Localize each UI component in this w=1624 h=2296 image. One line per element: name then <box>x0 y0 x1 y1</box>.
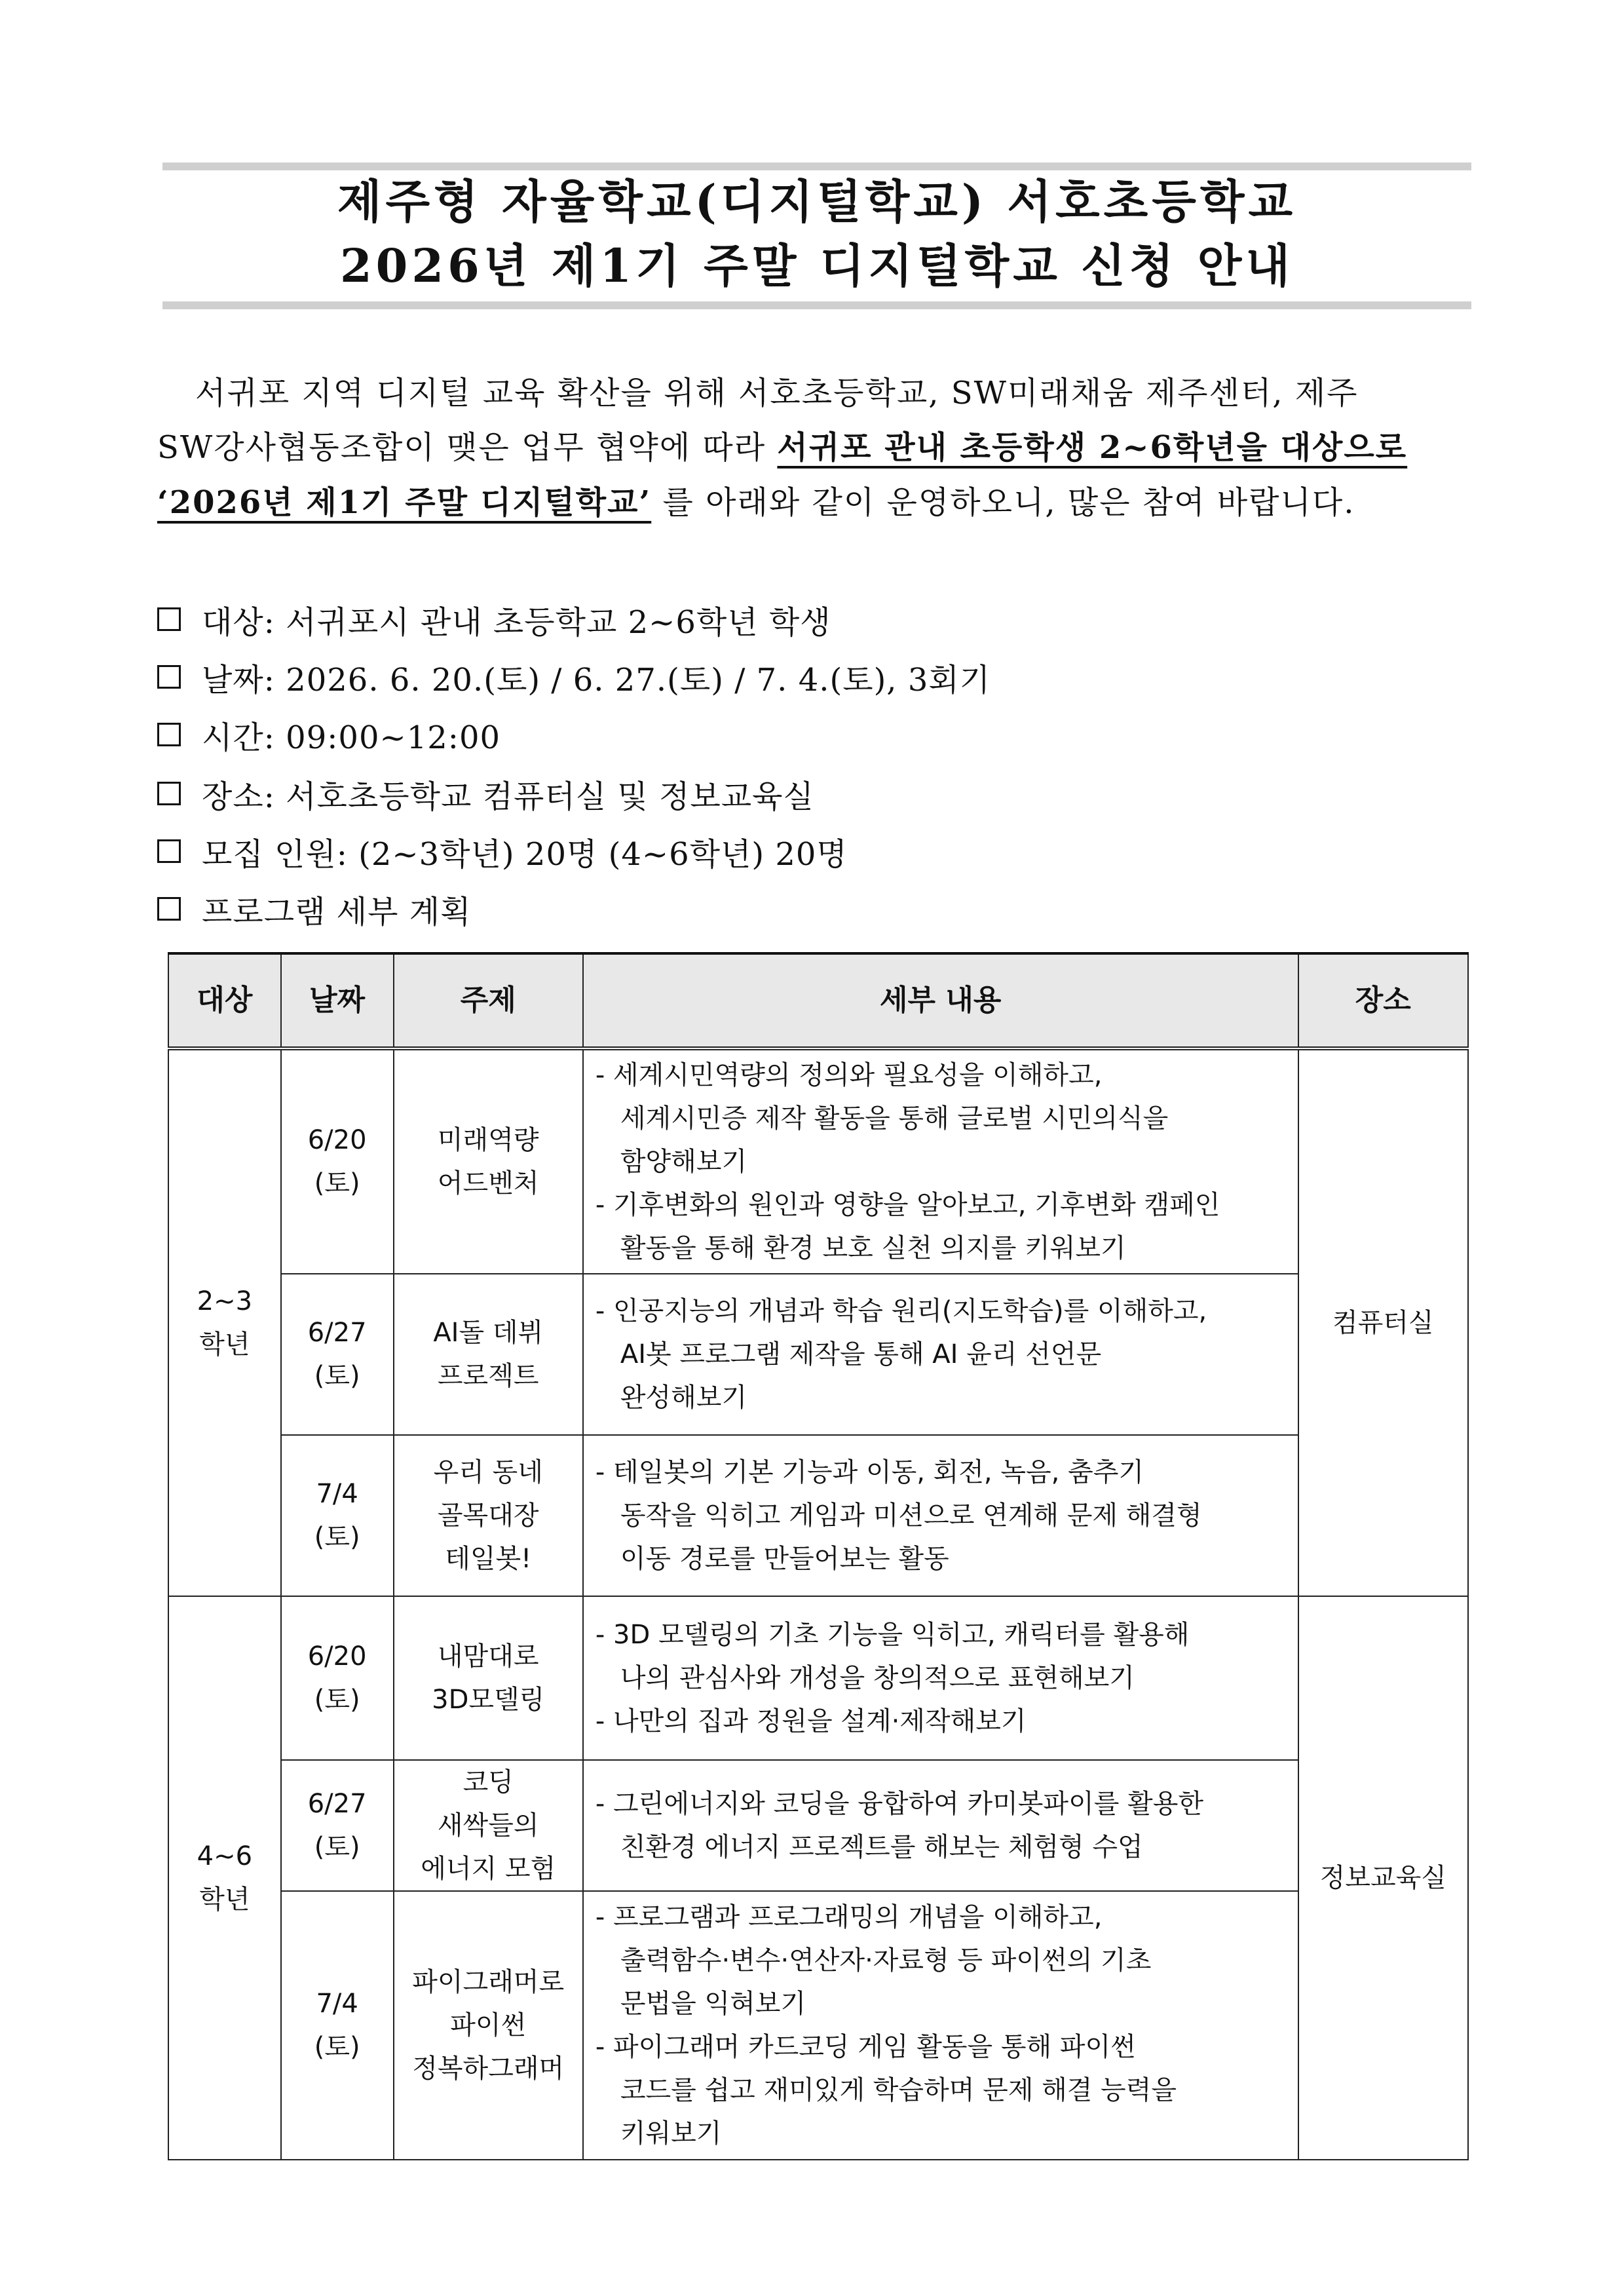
detail-text: 키워보기 <box>620 2118 722 2149</box>
table-row <box>168 1274 1468 1435</box>
table-row <box>168 1596 1468 1760</box>
date-cell <box>281 1274 394 1435</box>
header-place: 장소 <box>1298 953 1468 1048</box>
date-text: (토) <box>314 1685 360 1715</box>
intro-line-2-text: SW강사협동조합이 맺은 업무 협약에 따라 <box>157 429 778 466</box>
info-item-program <box>157 889 471 929</box>
detail-text: - 세계시민역량의 정의와 필요성을 이해하고, <box>595 1060 1103 1090</box>
info-item-capacity <box>157 831 848 871</box>
info-item-text: 장소: 서호초등학교 컴퓨터실 및 정보교육실 <box>202 778 814 815</box>
topic-cell <box>394 1048 583 1274</box>
info-item-text: 모집 인원: (2~3학년) 20명 (4~6학년) 20명 <box>202 835 848 873</box>
intro-highlight-target: 서귀포 관내 초등학생 2~6학년을 대상으로 <box>777 429 1408 466</box>
info-item-text: 날짜: 2026. 6. 20.(토) / 6. 27.(토) / 7. 4.(토), 3회기 <box>202 661 991 698</box>
topic-text: 우리 동네 <box>433 1457 543 1487</box>
date-text: (토) <box>314 1832 360 1862</box>
intro-line-3 <box>157 483 1355 522</box>
topic-text: 파이그래머로 <box>412 1967 565 1997</box>
program-table <box>168 952 1469 2160</box>
detail-text: 세계시민증 제작 활동을 통해 글로벌 시민의식을 <box>620 1103 1169 1134</box>
topic-text: 테일봇! <box>445 1544 532 1574</box>
date-text: 7/4 <box>316 1479 358 1509</box>
detail-text: - 3D 모델링의 기초 기능을 익히고, 캐릭터를 활용해 <box>595 1620 1190 1650</box>
date-text: 6/27 <box>307 1318 367 1348</box>
intro-line-1: 서귀포 지역 디지털 교육 확산을 위해 서호초등학교, SW미래채움 제주센터, 제주 <box>195 375 1359 411</box>
topic-text: 내맘대로 <box>437 1641 539 1672</box>
header-details: 세부 내용 <box>583 953 1298 1048</box>
detail-text: 코드를 쉽고 재미있게 학습하며 문제 해결 능력을 <box>620 2075 1177 2105</box>
intro-line-2 <box>157 428 1407 467</box>
topic-text: 프로젝트 <box>437 1361 539 1391</box>
detail-text: - 나만의 집과 정원을 설계·제작해보기 <box>595 1706 1027 1736</box>
topic-text: 골목대장 <box>437 1501 539 1531</box>
topic-text: AI돌 데뷔 <box>433 1318 544 1348</box>
topic-text: 코딩 <box>463 1767 514 1797</box>
date-cell <box>281 1760 394 1891</box>
date-cell <box>281 1435 394 1596</box>
topic-text: 파이썬 <box>450 2010 527 2040</box>
detail-text: 나의 관심사와 개성을 창의적으로 표현해보기 <box>620 1663 1135 1693</box>
checkbox-icon <box>157 607 181 631</box>
topic-text: 미래역량 <box>437 1125 539 1155</box>
topic-text: 에너지 모험 <box>421 1854 556 1884</box>
date-text: (토) <box>314 1168 360 1198</box>
intro-line-3-text: 를 아래와 같이 운영하오니, 많은 참여 바랍니다. <box>651 484 1355 521</box>
detail-text: - 파이그래머 카드코딩 게임 활동을 통해 파이썬 <box>595 2032 1136 2062</box>
detail-text: - 기후변화의 원인과 영향을 알아보고, 기후변화 캠페인 <box>595 1190 1220 1220</box>
place-cell: 컴퓨터실 <box>1298 1048 1468 1596</box>
detail-text: - 프로그램과 프로그래밍의 개념을 이해하고, <box>595 1902 1103 1932</box>
checkbox-icon <box>157 782 181 805</box>
header-target: 대상 <box>168 953 281 1048</box>
header-date: 날짜 <box>281 953 394 1048</box>
info-item-text: 시간: 09:00~12:00 <box>202 719 501 756</box>
detail-cell <box>583 1596 1298 1760</box>
intro-highlight-program: ‘2026년 제1기 주말 디지털학교’ <box>157 484 652 521</box>
topic-cell <box>394 1891 583 2160</box>
info-item-target <box>157 599 831 640</box>
target-cell <box>168 1048 281 1596</box>
date-cell <box>281 1048 394 1274</box>
detail-cell <box>583 1891 1298 2160</box>
topic-text: 3D모델링 <box>432 1685 545 1715</box>
date-cell <box>281 1891 394 2160</box>
detail-text: 이동 경로를 만들어보는 활동 <box>620 1544 949 1574</box>
detail-text: 함양해보기 <box>620 1147 747 1177</box>
topic-text: 어드벤처 <box>437 1168 539 1198</box>
table-header-row <box>168 953 1468 1048</box>
target-cell <box>168 1596 281 2160</box>
info-item-text: 대상: 서귀포시 관내 초등학교 2~6학년 학생 <box>202 603 831 641</box>
target-text: 학년 <box>199 1885 250 1915</box>
info-item-date <box>157 657 991 697</box>
checkbox-icon <box>157 897 181 921</box>
target-text: 2~3 <box>197 1286 253 1316</box>
detail-cell <box>583 1435 1298 1596</box>
target-text: 학년 <box>199 1330 250 1360</box>
detail-text: 친환경 에너지 프로젝트를 해보는 체험형 수업 <box>620 1832 1143 1862</box>
detail-text: - 테일봇의 기본 기능과 이동, 회전, 녹음, 춤추기 <box>595 1457 1144 1487</box>
date-text: 7/4 <box>316 1989 358 2019</box>
date-text: 6/20 <box>307 1641 367 1672</box>
header-topic: 주제 <box>394 953 583 1048</box>
date-text: (토) <box>314 1361 360 1391</box>
page-title-line2: 2026년 제1기 주말 디지털학교 신청 안내 <box>339 239 1294 293</box>
info-item-time <box>157 714 500 755</box>
topic-text: 새싹들의 <box>437 1810 539 1841</box>
date-text: 6/27 <box>307 1789 367 1819</box>
table-row <box>168 1760 1468 1891</box>
topic-cell <box>394 1596 583 1760</box>
detail-text: 활동을 통해 환경 보호 실천 의지를 키워보기 <box>620 1233 1126 1263</box>
checkbox-icon <box>157 665 181 689</box>
table-row <box>168 1048 1468 1274</box>
detail-text: 문법을 익혀보기 <box>620 1989 806 2019</box>
detail-cell <box>583 1048 1298 1274</box>
place-cell: 정보교육실 <box>1298 1596 1468 2160</box>
detail-text: - 인공지능의 개념과 학습 원리(지도학습)를 이해하고, <box>595 1296 1207 1326</box>
checkbox-icon <box>157 839 181 863</box>
date-text: 6/20 <box>307 1125 367 1155</box>
detail-cell <box>583 1274 1298 1435</box>
detail-text: - 그린에너지와 코딩을 융합하여 카미봇파이를 활용한 <box>595 1789 1203 1819</box>
detail-text: 출력함수·변수·연산자·자료형 등 파이썬의 기초 <box>620 1945 1152 1976</box>
topic-cell <box>394 1435 583 1596</box>
detail-text: 완성해보기 <box>620 1383 747 1413</box>
table-row <box>168 1435 1468 1596</box>
date-text: (토) <box>314 1522 360 1552</box>
detail-text: 동작을 익히고 게임과 미션으로 연계해 문제 해결형 <box>620 1501 1202 1531</box>
detail-text: AI봇 프로그램 제작을 통해 AI 윤리 선언문 <box>620 1339 1102 1369</box>
info-item-place <box>157 773 814 814</box>
date-text: (토) <box>314 2032 360 2062</box>
table-row <box>168 1891 1468 2160</box>
target-text: 4~6 <box>197 1841 253 1871</box>
date-cell <box>281 1596 394 1760</box>
topic-cell <box>394 1274 583 1435</box>
topic-text: 정복하그래머 <box>412 2054 565 2084</box>
page-title-line1: 제주형 자율학교(디지털학교) 서호초등학교 <box>337 174 1297 229</box>
checkbox-icon <box>157 723 181 746</box>
title-bottom-rule <box>162 301 1471 309</box>
topic-cell <box>394 1760 583 1891</box>
info-item-text: 프로그램 세부 계획 <box>202 893 472 930</box>
detail-cell <box>583 1760 1298 1891</box>
